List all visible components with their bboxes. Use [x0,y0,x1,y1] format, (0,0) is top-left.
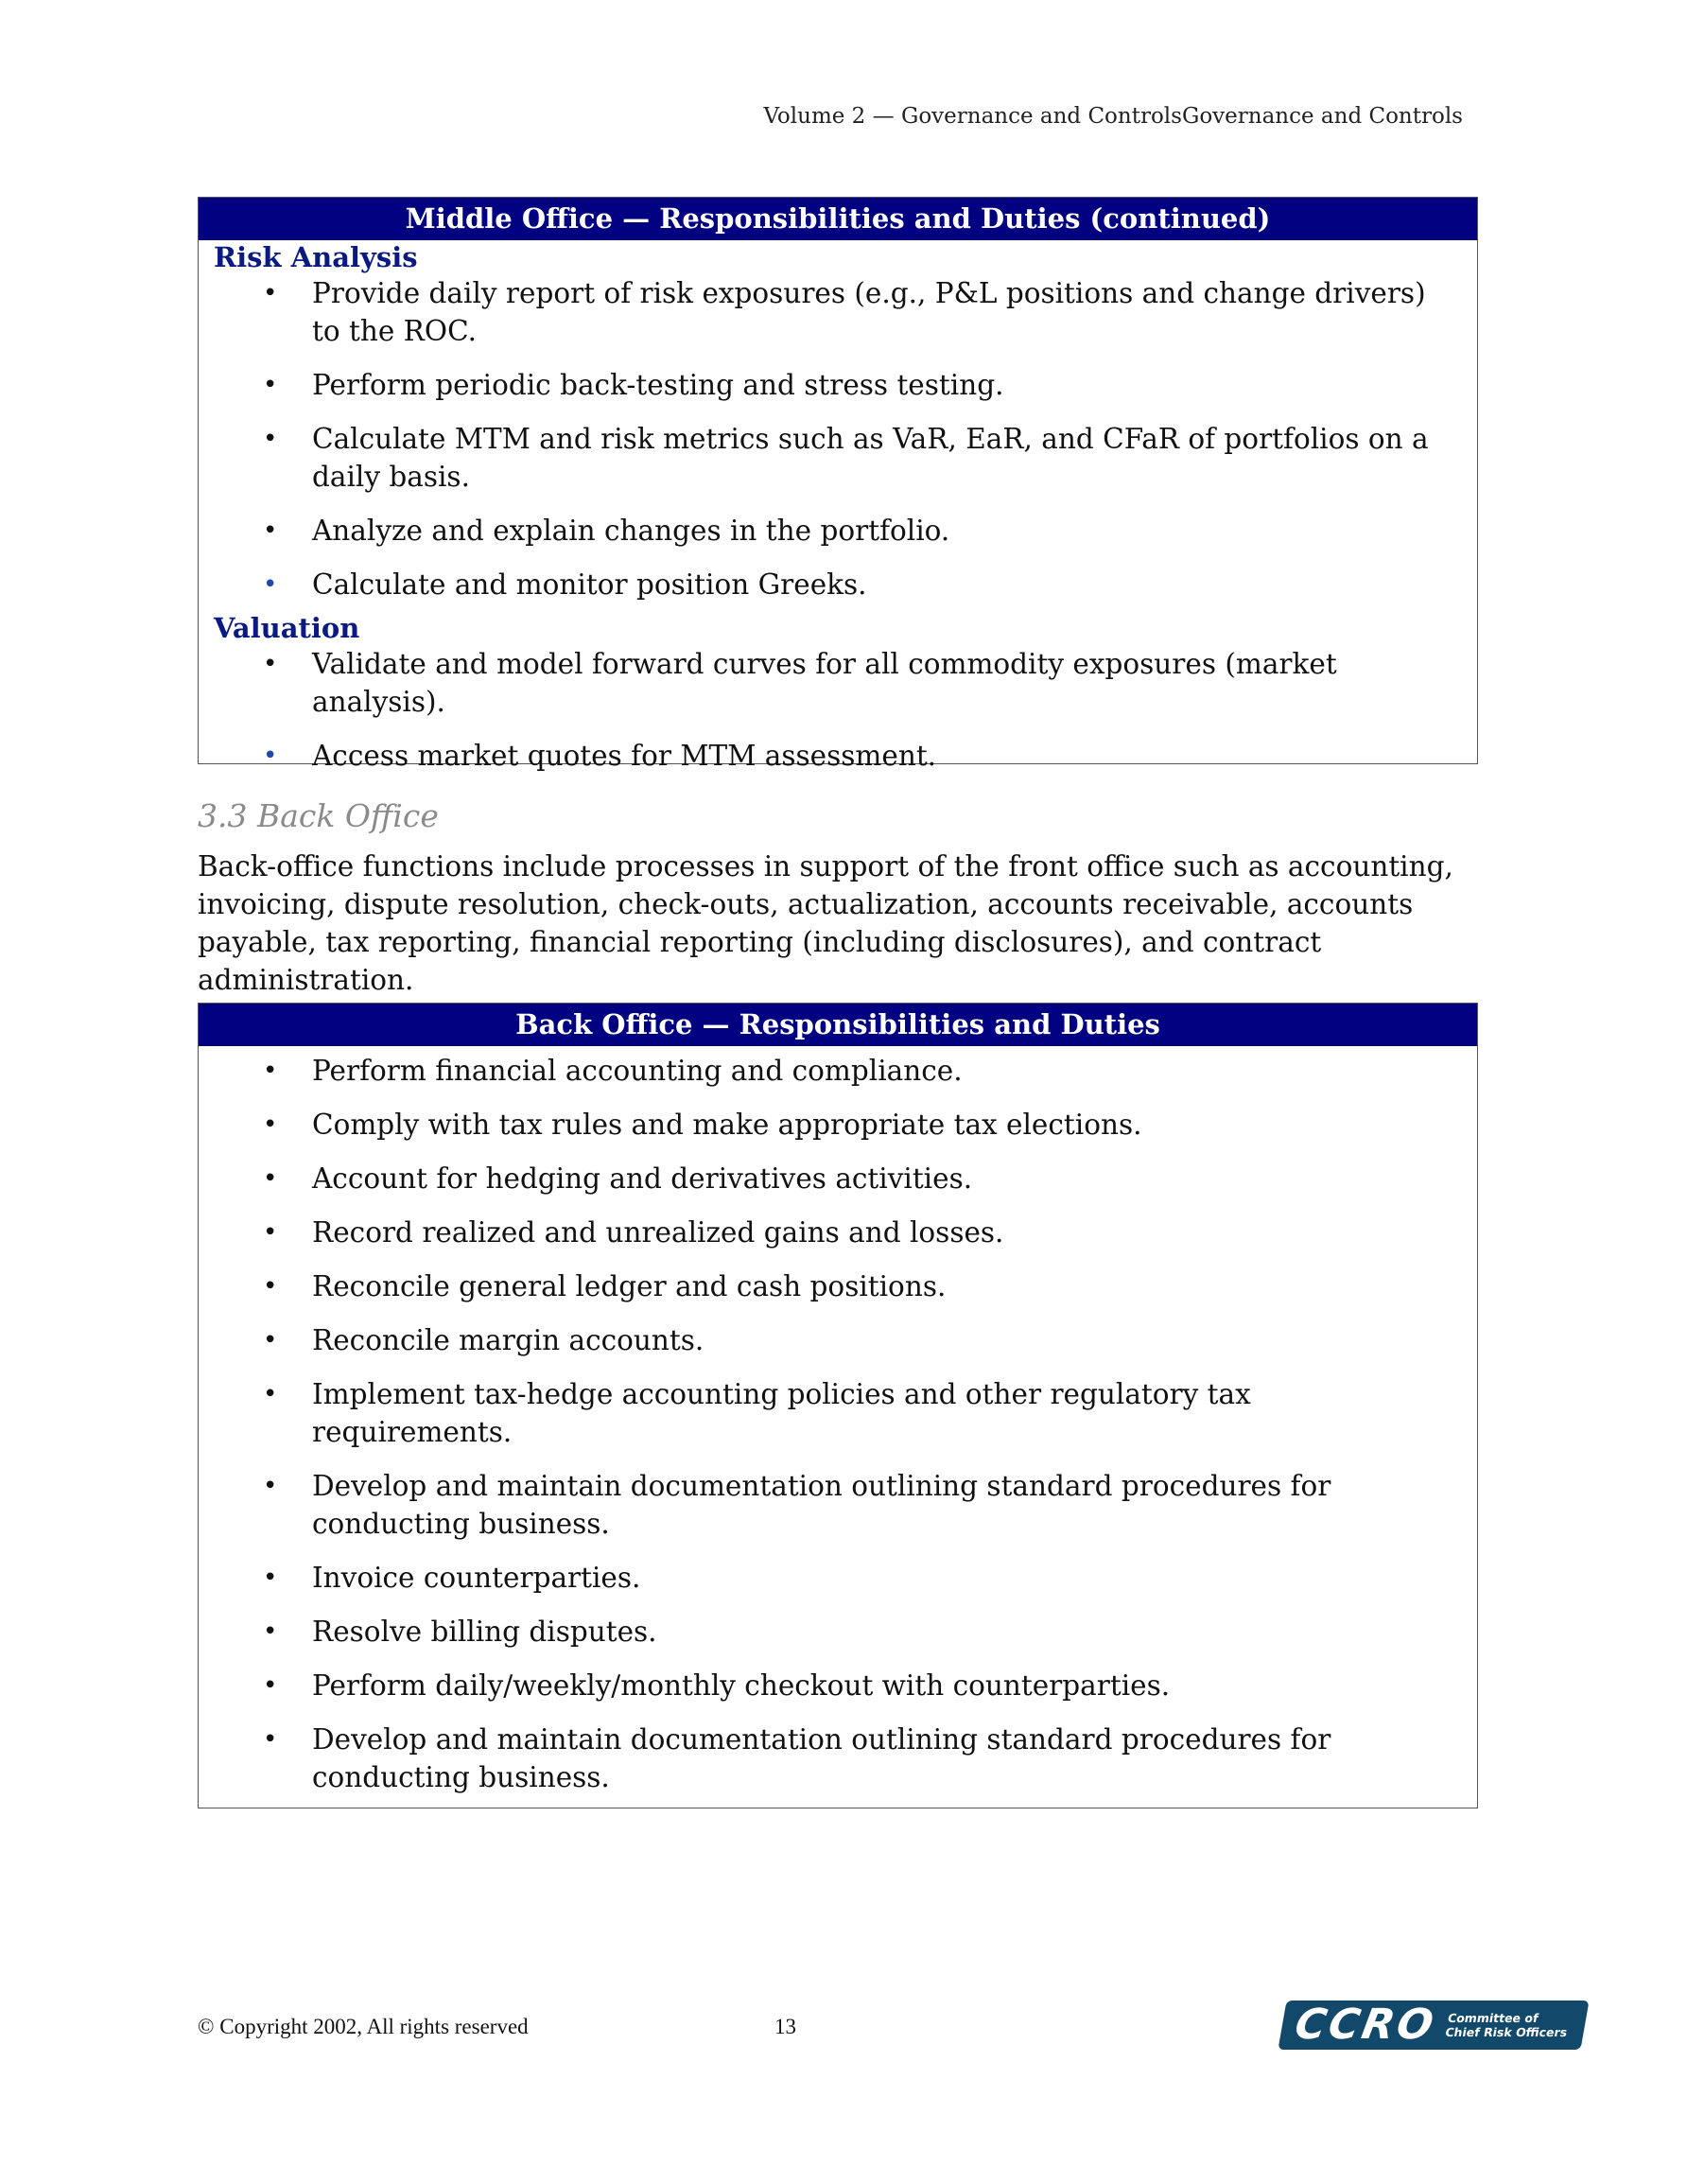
list-item: • Invoice counterparties. [199,1559,1477,1597]
middle-office-box-title: Middle Office — Responsibilities and Duties (continued) [199,198,1477,240]
list-item: • Perform financial accounting and compliance. [199,1052,1477,1090]
list-item: • Implement tax-hedge accounting policies and other regulatory tax requirements. [199,1375,1477,1451]
ccro-logo [1278,2001,1589,2050]
page-number: 13 [774,2015,796,2038]
list-item: • Calculate MTM and risk metrics such as VaR, EaR, and CFaR of portfolios on a daily basis. [199,420,1477,496]
bullet-icon: • [263,1326,278,1354]
risk-analysis-heading: Risk Analysis [214,241,418,273]
list-item: • Comply with tax rules and make appropriate tax elections. [199,1106,1477,1144]
section-heading: 3.3 Back Office [198,797,439,834]
section-paragraph: Back-office functions include processes in support of the front office such as accounting, invoicing, dispute resolution, check-outs, actualization, accounts receivable, accounts payable, tax reporting, financial reporting (including disclosures), and contract administration. [198,850,1453,996]
list-item: • Perform periodic back-testing and stress testing. [199,366,1477,404]
bullet-icon: • [263,516,278,545]
back-office-box [198,1003,1478,1808]
list-item: • Provide daily report of risk exposures (e.g., P&L positions and change drivers) to the ROC. [199,274,1477,350]
logo-text: Committee of Chief Risk Officers [1444,2011,1569,2039]
bullet-icon: • [263,1472,278,1500]
bullet-icon: • [263,1380,278,1408]
logo-mark: CCRO [1291,2001,1440,2049]
list-item: • Analyze and explain changes in the portfolio. [199,512,1477,550]
list-item: • Record realized and unrealized gains and losses. [199,1214,1477,1251]
bullet-icon: • [263,1272,278,1301]
bullet-icon: • [263,1110,278,1139]
bullet-icon: • [263,742,278,770]
bullet-icon: • [263,371,278,399]
running-header: Volume 2 — Governance and ControlsGovernance and Controls [763,104,1463,129]
copyright-notice: © Copyright 2002, All rights reserved [198,2015,529,2038]
bullet-icon: • [263,1725,278,1754]
risk-analysis-list [199,274,1477,603]
list-item: • Access market quotes for MTM assessment. [199,737,1477,775]
bullet-icon: • [263,570,278,599]
list-item: • Calculate and monitor position Greeks. [199,566,1477,603]
list-item: • Resolve billing disputes. [199,1613,1477,1651]
middle-office-box [198,197,1478,772]
list-item: • Validate and model forward curves for all commodity exposures (market analysis). [199,645,1477,721]
list-item: • Perform daily/weekly/monthly checkout with counterparties. [199,1667,1477,1704]
bullet-icon: • [263,650,278,678]
bullet-icon: • [263,1057,278,1085]
back-office-box-title: Back Office — Responsibilities and Duties [199,1004,1477,1046]
bullet-icon: • [263,1164,278,1193]
bullet-icon: • [263,425,278,453]
list-item: • Reconcile margin accounts. [199,1321,1477,1359]
valuation-heading: Valuation [214,612,360,644]
back-office-list [199,1052,1477,1796]
bullet-icon: • [263,1564,278,1592]
bullet-icon: • [263,1218,278,1247]
bullet-icon: • [263,1617,278,1646]
bullet-icon: • [263,1671,278,1700]
list-item: • Develop and maintain documentation outlining standard procedures for conducting business. [199,1467,1477,1543]
list-item: • Reconcile general ledger and cash positions. [199,1267,1477,1305]
valuation-list [199,645,1477,775]
list-item: • Account for hedging and derivatives activities. [199,1160,1477,1197]
list-item: • Develop and maintain documentation outlining standard procedures for conducting business. [199,1721,1477,1796]
bullet-icon: • [263,279,278,307]
